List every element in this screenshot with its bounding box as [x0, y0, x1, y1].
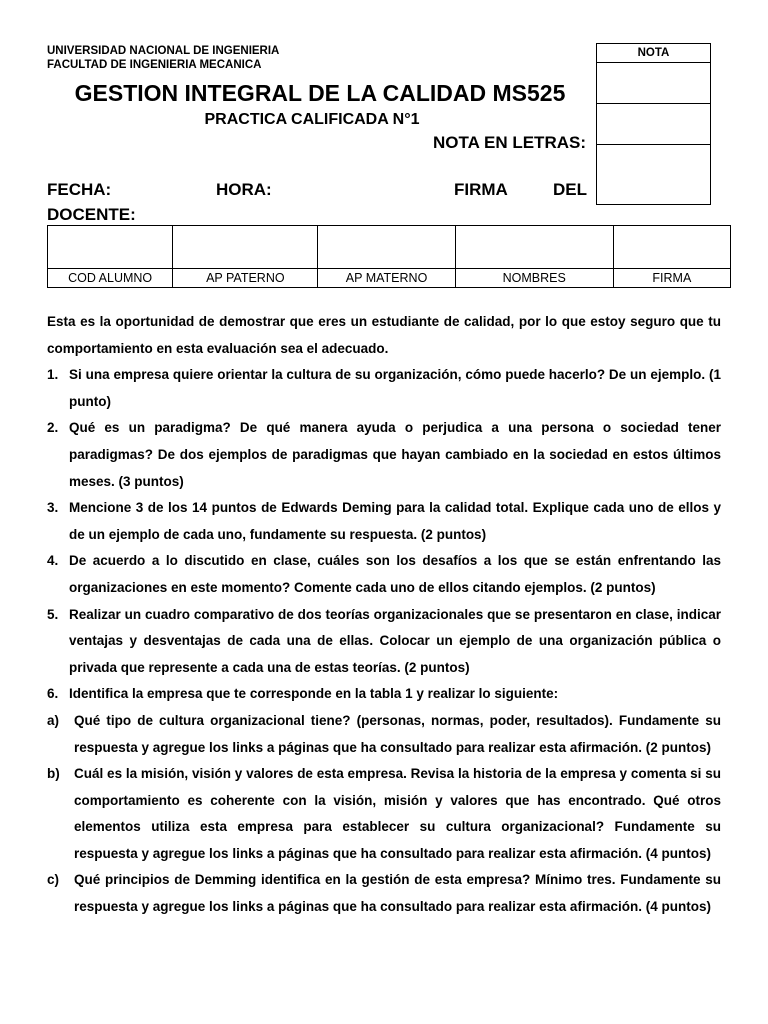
subquestion-item	[47, 867, 721, 920]
university-name: UNIVERSIDAD NACIONAL DE INGENIERIA	[47, 45, 280, 57]
nombres-field[interactable]	[455, 226, 613, 269]
cod-alumno-field[interactable]	[48, 226, 173, 269]
question-text: Mencione 3 de los 14 puntos de Edwards Deming para la calidad total. Explique cada uno de ellos y de un ejemplo de cada uno, fundamente su respuesta. (2 puntos)	[69, 500, 721, 542]
question-text: Realizar un cuadro comparativo de dos teorías organizacionales que se presentaron en clase, indicar ventajas y desventajas de cada una de ellas. Colocar un ejemplo de una organización pública o privada que represente a cada una de estas teorías. (2 puntos)	[69, 606, 721, 675]
nota-box-cell[interactable]	[597, 104, 710, 145]
question-item	[47, 548, 721, 601]
nota-letras-label: NOTA EN LETRAS:	[433, 133, 586, 152]
practice-title: PRACTICA CALIFICADA N°1	[204, 111, 420, 128]
firma-label: FIRMA	[454, 180, 508, 199]
subquestion-item	[47, 761, 721, 867]
ap-paterno-field[interactable]	[173, 226, 318, 269]
subquestion-text: Qué principios de Demming identifica en la gestión de esta empresa? Mínimo tres. Fundamente su respuesta y agregue los links a páginas que ha consultado para realizar esta afirmación. (4 puntos)	[74, 872, 721, 915]
question-text: Si una empresa quiere orientar la cultura de su organización, cómo puede hacerlo? De un ejemplo. (1 punto)	[69, 367, 721, 409]
student-label-row	[48, 269, 731, 288]
column-label-cod-alumno: COD ALUMNO	[48, 269, 173, 288]
course-title: GESTION INTEGRAL DE LA CALIDAD MS525	[74, 80, 566, 106]
subquestion-letter: c)	[47, 872, 60, 888]
subquestion-item	[47, 708, 721, 761]
question-number: 3.	[47, 500, 59, 516]
nota-box	[596, 43, 711, 205]
nota-box-cell[interactable]	[597, 63, 710, 104]
hora-label: HORA:	[216, 180, 272, 199]
subquestion-text: Cuál es la misión, visión y valores de esta empresa. Revisa la historia de la empresa y comenta si su comportamiento es coherente con la visión, misión y valores que has encontrado. Qué otros elementos utiliza esta empresa para establecer su cultura organizacional? Fundamente su respuesta y agregue los links a páginas que ha consultado para realizar esta afirmación. (4 puntos)	[74, 766, 721, 861]
question-number: 6.	[47, 686, 59, 702]
question-item	[47, 362, 721, 415]
docente-label: DOCENTE:	[47, 205, 136, 224]
question-number: 1.	[47, 367, 59, 383]
question-number: 5.	[47, 606, 59, 622]
column-label-ap-paterno: AP PATERNO	[173, 269, 318, 288]
column-label-nombres: NOMBRES	[455, 269, 613, 288]
question-text: Qué es un paradigma? De qué manera ayuda o perjudica a una persona o sociedad tener paradigmas? De dos ejemplos de paradigmas que hayan cambiado en la sociedad en estos últimos meses. (3 puntos)	[69, 420, 721, 489]
question-item	[47, 495, 721, 548]
firma-field[interactable]	[613, 226, 730, 269]
question-item	[47, 681, 721, 708]
fecha-label: FECHA:	[47, 180, 112, 199]
institution-header	[47, 44, 279, 72]
student-entry-row	[48, 226, 731, 269]
ap-materno-field[interactable]	[318, 226, 455, 269]
question-number: 2.	[47, 420, 59, 436]
question-item	[47, 415, 721, 495]
subquestion-letter: b)	[47, 766, 60, 782]
question-text: Identifica la empresa que te corresponde en la tabla 1 y realizar lo siguiente:	[69, 686, 559, 702]
nota-box-cell[interactable]	[597, 145, 710, 185]
question-text: De acuerdo a lo discutido en clase, cuáles son los desafíos a los que se están enfrentando las organizaciones en este momento? Comente cada uno de ellos citando ejemplos. (2 puntos)	[69, 553, 721, 595]
faculty-name: FACULTAD DE INGENIERIA MECANICA	[47, 59, 262, 71]
del-label: DEL	[553, 180, 587, 199]
student-info-table	[47, 225, 731, 288]
question-number: 4.	[47, 553, 59, 569]
question-item	[47, 602, 721, 682]
column-label-ap-materno: AP MATERNO	[318, 269, 455, 288]
nota-box-header: NOTA	[597, 44, 710, 63]
intro-paragraph: Esta es la oportunidad de demostrar que eres un estudiante de calidad, por lo que estoy seguro que tu comportamiento en esta evaluación sea el adecuado.	[47, 314, 721, 356]
subquestion-text: Qué tipo de cultura organizacional tiene? (personas, normas, poder, resultados). Fundamente su respuesta y agregue los links a páginas que ha consultado para realizar esta afirmación. (2 puntos)	[74, 712, 721, 755]
column-label-firma: FIRMA	[613, 269, 730, 288]
exam-body	[47, 309, 721, 921]
subquestion-letter: a)	[47, 712, 60, 728]
